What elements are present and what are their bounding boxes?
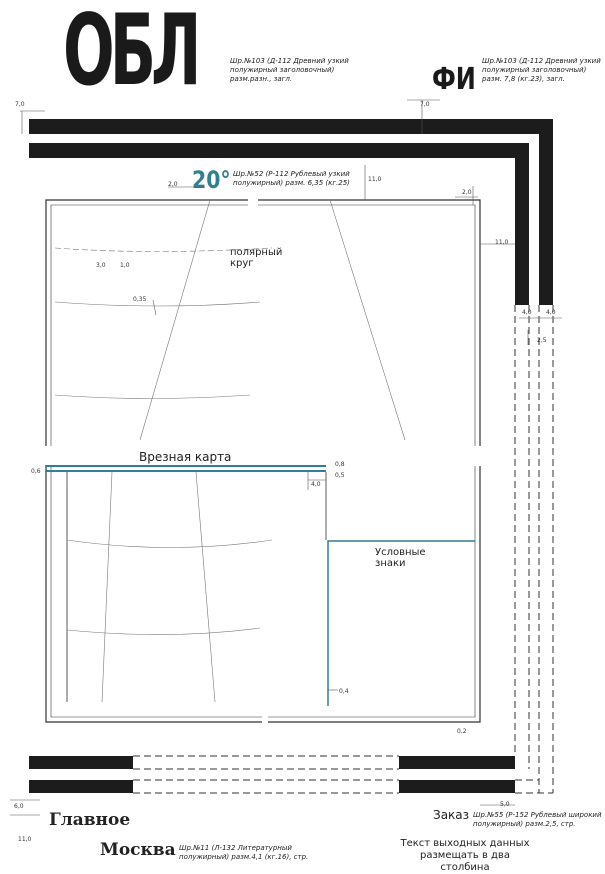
inset-map-title: Врезная карта <box>139 450 232 464</box>
frame-bar-bottom-right-inner <box>399 780 515 793</box>
frame-bar-bottom-right-outer <box>399 756 515 769</box>
dim-0-4: 0,4 <box>339 688 349 695</box>
frame-dashed-lines <box>133 305 553 793</box>
frame-bar-right-outer <box>539 119 553 305</box>
dim-4-0-a: 4,0 <box>522 309 532 316</box>
main-map-frame <box>46 200 480 722</box>
dimension-lines <box>10 100 562 815</box>
output-data-note: Текст выходных данных размещать в два столбина <box>400 838 530 873</box>
title-moskva: Москва <box>100 840 176 860</box>
title-obl: ОБЛ <box>63 0 197 108</box>
dim-0-8: 0,8 <box>335 461 345 468</box>
polar-circle-label: полярный круг <box>230 247 283 269</box>
dim-7-0-right: 7,0 <box>420 101 430 108</box>
moskva-font-note: Шр.№11 (Л-132 Литературный полужирный) разм.4,1 (кг.16), стр. <box>179 844 309 861</box>
dim-11-0-bottom: 11,0 <box>18 836 32 843</box>
frame-bar-bottom-left-outer <box>29 756 133 769</box>
dim-0-5: 0,5 <box>335 472 345 479</box>
dim-7-0-left: 7,0 <box>15 101 25 108</box>
dim-6-0: 6,0 <box>14 803 24 810</box>
inset-map-frame <box>46 465 326 702</box>
frame-bar-top-inner <box>29 143 529 158</box>
label-zakaz: Заказ <box>433 808 470 822</box>
dim-0-6: 0,6 <box>31 468 41 475</box>
dim-5-0: 5,0 <box>500 801 510 808</box>
dim-0-2: 0,2 <box>457 728 467 735</box>
dim-11-0-top: 11,0 <box>368 176 382 183</box>
frame-bars <box>29 119 553 793</box>
frame-bar-bottom-left-inner <box>29 780 133 793</box>
frame-bar-right-inner <box>515 143 529 305</box>
title-fi-font-note: Шр.№103 (Д-112 Древний узкий полужирный заголовочный) разм. 7,8 (кг.23), загл. <box>482 57 601 83</box>
title-glavnoe: Главное <box>49 810 131 830</box>
dim-2-5: 2,5 <box>537 337 547 344</box>
dim-2-0-left: 2,0 <box>168 181 178 188</box>
degree-label: 20° <box>192 166 231 194</box>
zakaz-font-note: Шр.№55 (Р-152 Рублевый широкий полужирный) разм.2,5, стр. <box>473 811 602 828</box>
title-obl-font-note: Шр.№103 (Д-112 Древний узкий полужирный заголовочный) разм.разн., загл. <box>230 57 349 83</box>
dim-4-0-inset: 4,0 <box>311 481 321 488</box>
degree-font-note: Шр.№52 (Р-112 Рублевый узкий полужирный) разм. 6,35 (кг.25) <box>233 170 350 187</box>
dim-11-0-side: 11,0 <box>495 239 509 246</box>
dim-4-0-b: 4,0 <box>546 309 556 316</box>
meridian-left <box>140 200 210 440</box>
meridian-right <box>330 200 405 440</box>
upper-map-grid <box>55 200 405 440</box>
title-fi: ФИ <box>432 62 476 97</box>
dim-2-0-right: 2,0 <box>462 189 472 196</box>
dim-0-35: 0,35 <box>133 296 147 303</box>
legend-title: Условные знаки <box>375 547 426 569</box>
frame-bar-top-outer <box>29 119 553 134</box>
dim-3-0: 3,0 <box>96 262 106 269</box>
inset-map-grid <box>67 472 272 702</box>
dim-1-0: 1,0 <box>120 262 130 269</box>
